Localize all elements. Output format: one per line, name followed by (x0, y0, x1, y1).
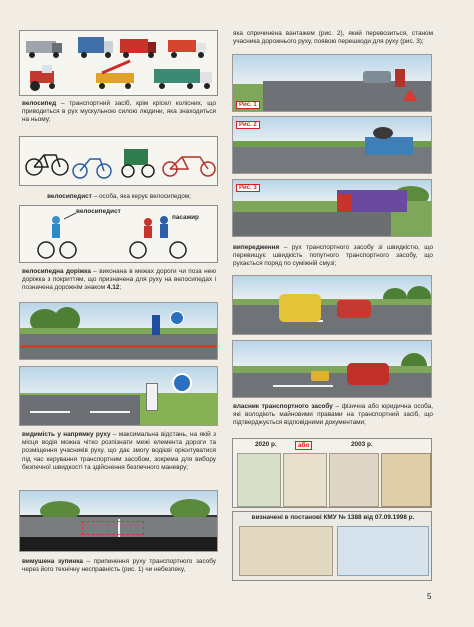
bicycle-blue (73, 159, 111, 178)
definition-velosypedna-dorizhka (22, 268, 216, 293)
definition-velosypedyst (22, 193, 216, 201)
zupynka-continuation: яка спричинена вантажем (рис. 2), який перевозиться, станом учасника дорожнього руху, появою перешкоди для руху (рис. 3); (233, 30, 433, 46)
truck-blue (78, 37, 113, 58)
text-dorizhka-tail: ; (119, 284, 122, 292)
doc-card-back (283, 453, 327, 507)
truck-cab (337, 194, 351, 212)
truck-grey (26, 41, 62, 58)
figure-3-label: Рис. 3 (236, 184, 260, 192)
doc-year-2003: 2003 р. (351, 441, 373, 448)
text-vymushena-zupynka: – припинення руху транспортного засобу через його технічну несправність (рис. 1) чи небезпеку, (22, 558, 216, 574)
yellow-car (279, 294, 321, 322)
text-velosypedyst: – особа, яка керує велосипедом; (91, 193, 191, 200)
doc-old-right (381, 453, 431, 507)
cyclist-on-lane (152, 315, 160, 335)
bike-lane-photo-2 (19, 366, 218, 426)
resolution-caption: визначені в постанові КМУ № 1388 від 07.09.1998 р. (251, 514, 415, 521)
resolution-panel (232, 511, 432, 581)
figure-2-photo (232, 116, 432, 174)
definition-vymushena-zupynka (22, 558, 216, 574)
warning-triangle (403, 89, 417, 101)
overtaking-photo-1 (232, 275, 432, 335)
doc-year-2020: 2020 р. (255, 441, 277, 448)
bicycle-black (26, 155, 68, 175)
driver-view-photo (19, 490, 218, 552)
registration-documents (232, 438, 432, 508)
term-vydymist: видимість у напрямку руху (22, 431, 111, 438)
term-vyperedzhennia: випередження (233, 244, 280, 251)
definition-vyperedzhennia (233, 244, 433, 269)
document-right (337, 526, 429, 576)
truck-red (120, 39, 156, 58)
passenger-label: пасажир (172, 214, 199, 221)
cyclist-passenger-illustration (19, 205, 218, 263)
doc-card-front (237, 453, 281, 507)
red-car (337, 300, 371, 318)
term-velosypedyst: велосипедист (47, 193, 92, 200)
tandem-riders (130, 216, 186, 258)
figure-1-photo (232, 54, 432, 112)
text-vyperedzhennia: – рух транспортного засобу зі швидкістю, що перевищує швидкість попутного транспортного засобу, що рухається поряд по суміжній смузі; (233, 244, 433, 268)
truck-tipper (168, 40, 206, 58)
crane-truck (96, 61, 134, 89)
figure-2-label: Рис. 2 (236, 121, 260, 129)
cyclist-white-shirt (146, 383, 158, 411)
bike-lane-sign (170, 311, 184, 325)
text-vlasnyk: – фізична або юридична особа, які володіють майновими правами на транспортний засіб, що підтверджується відповідними документами; (233, 403, 434, 427)
figure-1-label: Рис. 1 (236, 101, 260, 109)
vehicles-illustration (19, 30, 218, 96)
broken-car (363, 71, 391, 83)
doc-old-left (329, 453, 379, 507)
person-near-car (395, 69, 405, 87)
text-vydymist: – максимальна відстань, на якій з місця водія можна чітко розпізнати межі елемента дороги та розміщення учасників руху, що дає змогу водієві орієнтуватися під час керування транспортним засобом, зокрема для вибору безпечної швидкості та здійснення безпечного маневру; (22, 431, 216, 471)
red-car-overtaking (347, 363, 389, 385)
doc-or: або (295, 441, 312, 450)
trailer-truck (154, 69, 212, 89)
bicycles-illustration (19, 136, 218, 186)
term-velosyped: велосипед (22, 100, 57, 107)
bike-lane-photo-1 (19, 302, 218, 360)
definition-vydymist (22, 431, 216, 472)
tyre-load (373, 127, 393, 139)
tandem-bicycle (163, 157, 215, 176)
overtaking-photo-2 (232, 340, 432, 398)
dashboard (20, 537, 217, 552)
text-velosypedna-dorizhka: – виконана в межах дороги чи поза нею доріжка з покриттям, що призначена для руху на велосипедах і позначена дорожнім знаком (22, 268, 216, 292)
page-number: 5 (427, 592, 432, 601)
cyclist-label: велосипедист (76, 208, 121, 215)
term-velosypedna-dorizhka: велосипедна доріжка (22, 268, 91, 275)
yellow-car-far (311, 371, 329, 381)
text-velosyped: – транспортний засіб, крім крісел колісних, що приводиться в рух мускульною силою людини, яка знаходиться на ньому; (22, 100, 216, 124)
term-vymushena-zupynka: вимушена зупинка (22, 558, 83, 565)
vehicles-drawing (20, 31, 218, 96)
bike-lane-sign-2 (172, 373, 192, 393)
visibility-marker (82, 521, 144, 535)
definition-velosyped (22, 100, 216, 125)
cyclist-figure (38, 216, 76, 258)
document-left (239, 526, 333, 576)
definition-vlasnyk (233, 403, 433, 428)
figure-3-photo (232, 179, 432, 237)
term-vlasnyk: власник транспортного засобу (233, 403, 333, 410)
bicycles-drawing (20, 137, 218, 186)
tractor-red (30, 65, 55, 91)
rickshaw (122, 149, 154, 177)
truck-with-tyres (365, 137, 413, 155)
sign-number: 4.12 (106, 284, 120, 292)
